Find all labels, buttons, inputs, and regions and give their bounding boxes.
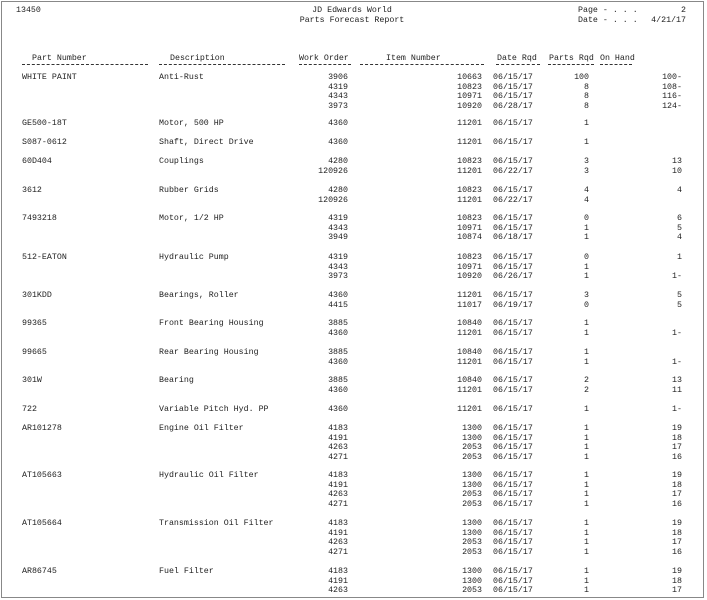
divider: [600, 64, 632, 65]
on-hand-cell: 108-: [662, 82, 682, 92]
divider: [360, 64, 484, 65]
parts-rqd-cell: 8: [584, 101, 589, 111]
work-order-cell: 4183: [328, 567, 348, 576]
description-cell: Variable Pitch Hyd. PP: [159, 405, 269, 414]
work-order-cell: 4271: [328, 547, 348, 557]
parts-rqd-cell: 1: [584, 452, 589, 462]
parts-rqd-cell: 1: [584, 586, 589, 596]
on-hand-cell: 1-: [672, 357, 682, 367]
parts-rqd-cell: 1: [584, 519, 589, 528]
part-number-cell: 7493218: [22, 214, 57, 223]
parts-rqd-cell: 4: [584, 186, 589, 195]
item-number-cell: 10663: [457, 73, 482, 82]
date-rqd-cell: 06/15/17: [493, 253, 533, 262]
report-id: 13450: [16, 6, 41, 15]
parts-rqd-cell: 1: [584, 490, 589, 500]
parts-rqd-cell: 1: [584, 233, 589, 243]
date-rqd-cell: 06/15/17: [493, 576, 533, 586]
on-hand-cell: 6: [677, 214, 682, 223]
date-rqd-cell: 06/15/17: [493, 499, 533, 509]
item-number-cell: 11201: [457, 166, 482, 176]
date-rqd-cell: 06/15/17: [493, 490, 533, 500]
description-cell: Motor, 1/2 HP: [159, 214, 224, 223]
work-order-cell: 4360: [328, 357, 348, 367]
description-cell: Transmission Oil Filter: [159, 519, 274, 528]
on-hand-cell: 19: [672, 424, 682, 433]
date-rqd-cell: 06/26/17: [493, 272, 533, 282]
work-order-cell: 4271: [328, 499, 348, 509]
report-title: Parts Forecast Report: [299, 16, 405, 25]
work-order-cell: 3973: [328, 272, 348, 282]
work-order-cell: 4191: [328, 480, 348, 490]
parts-rqd-cell: 1: [584, 576, 589, 586]
date-rqd-cell: 06/15/17: [493, 376, 533, 385]
date-rqd-cell: 06/15/17: [493, 138, 533, 147]
parts-rqd-cell: 1: [584, 480, 589, 490]
item-number-cell: 10823: [457, 157, 482, 166]
col-item-number: Item Number: [386, 54, 441, 63]
work-order-cell: 4280: [328, 157, 348, 166]
divider: [496, 64, 540, 65]
date-rqd-cell: 06/15/17: [493, 223, 533, 233]
work-order-cell: 4191: [328, 433, 348, 443]
description-cell: Fuel Filter: [159, 567, 214, 576]
work-order-cell: 120926: [318, 195, 348, 205]
parts-rqd-cell: 1: [584, 471, 589, 480]
date-rqd-cell: 06/15/17: [493, 119, 533, 128]
description-cell: Front Bearing Housing: [159, 319, 264, 328]
item-number-cell: 1300: [462, 519, 482, 528]
item-number-cell: 10920: [457, 101, 482, 111]
date-rqd-cell: 06/15/17: [493, 480, 533, 490]
item-number-cell: 10823: [457, 214, 482, 223]
work-order-cell: 4263: [328, 538, 348, 548]
on-hand-cell: 124-: [662, 101, 682, 111]
on-hand-cell: 17: [672, 538, 682, 548]
on-hand-cell: 16: [672, 499, 682, 509]
parts-rqd-cell: 1: [584, 499, 589, 509]
item-number-cell: 10971: [457, 262, 482, 272]
parts-rqd-cell: 3: [584, 166, 589, 176]
parts-rqd-cell: 3: [584, 157, 589, 166]
parts-rqd-cell: 1: [584, 119, 589, 128]
parts-rqd-cell: 1: [584, 538, 589, 548]
date-rqd-cell: 06/15/17: [493, 92, 533, 102]
work-order-cell: 4263: [328, 490, 348, 500]
parts-rqd-cell: 1: [584, 547, 589, 557]
work-order-cell: 3949: [328, 233, 348, 243]
item-number-cell: 2053: [462, 499, 482, 509]
date-rqd-cell: 06/15/17: [493, 214, 533, 223]
date-rqd-cell: 06/15/17: [493, 538, 533, 548]
on-hand-cell: 5: [677, 291, 682, 300]
date-rqd-cell: 06/15/17: [493, 452, 533, 462]
on-hand-cell: 100-: [662, 73, 682, 82]
on-hand-cell: 18: [672, 528, 682, 538]
parts-rqd-cell: 1: [584, 328, 589, 338]
date-rqd-cell: 06/15/17: [493, 385, 533, 395]
on-hand-cell: 1: [677, 253, 682, 262]
item-number-cell: 10874: [457, 233, 482, 243]
date-rqd-cell: 06/15/17: [493, 357, 533, 367]
work-order-cell: 4360: [328, 328, 348, 338]
work-order-cell: 3906: [328, 73, 348, 82]
on-hand-cell: 5: [677, 300, 682, 310]
description-cell: Hydraulic Pump: [159, 253, 229, 262]
work-order-cell: 4343: [328, 262, 348, 272]
date-rqd-cell: 06/22/17: [493, 195, 533, 205]
item-number-cell: 1300: [462, 567, 482, 576]
parts-rqd-cell: 0: [584, 253, 589, 262]
on-hand-cell: 19: [672, 567, 682, 576]
parts-rqd-cell: 4: [584, 195, 589, 205]
item-number-cell: 10840: [457, 376, 482, 385]
work-order-cell: 4415: [328, 300, 348, 310]
item-number-cell: 2053: [462, 538, 482, 548]
part-number-cell: AT105664: [22, 519, 62, 528]
part-number-cell: 722: [22, 405, 37, 414]
date-rqd-cell: 06/15/17: [493, 186, 533, 195]
divider: [22, 64, 148, 65]
description-cell: Shaft, Direct Drive: [159, 138, 254, 147]
item-number-cell: 10840: [457, 348, 482, 357]
item-number-cell: 10823: [457, 253, 482, 262]
work-order-cell: 4360: [328, 138, 348, 147]
on-hand-cell: 1-: [672, 328, 682, 338]
parts-rqd-cell: 1: [584, 319, 589, 328]
parts-rqd-cell: 1: [584, 272, 589, 282]
date-rqd-cell: 06/15/17: [493, 424, 533, 433]
date-rqd-cell: 06/15/17: [493, 405, 533, 414]
page-number: 2: [681, 6, 686, 15]
date-rqd-cell: 06/15/17: [493, 328, 533, 338]
item-number-cell: 2053: [462, 443, 482, 453]
divider: [299, 64, 351, 65]
parts-rqd-cell: 1: [584, 424, 589, 433]
on-hand-cell: 17: [672, 490, 682, 500]
item-number-cell: 11201: [457, 385, 482, 395]
on-hand-cell: 11: [672, 385, 682, 395]
parts-rqd-cell: 1: [584, 443, 589, 453]
description-cell: Rear Bearing Housing: [159, 348, 259, 357]
date-rqd-cell: 06/15/17: [493, 348, 533, 357]
col-work-order: Work Order: [299, 54, 349, 63]
part-number-cell: AR101278: [22, 424, 62, 433]
work-order-cell: 4183: [328, 471, 348, 480]
date-rqd-cell: 06/15/17: [493, 443, 533, 453]
date-rqd-cell: 06/28/17: [493, 101, 533, 111]
on-hand-cell: 16: [672, 547, 682, 557]
parts-rqd-cell: 1: [584, 528, 589, 538]
work-order-cell: 4191: [328, 528, 348, 538]
date-rqd-cell: 06/15/17: [493, 82, 533, 92]
part-number-cell: 99665: [22, 348, 47, 357]
on-hand-cell: 16: [672, 452, 682, 462]
date-rqd-cell: 06/22/17: [493, 166, 533, 176]
work-order-cell: 4271: [328, 452, 348, 462]
work-order-cell: 3885: [328, 348, 348, 357]
item-number-cell: 1300: [462, 433, 482, 443]
part-number-cell: AT105663: [22, 471, 62, 480]
work-order-cell: 4319: [328, 253, 348, 262]
parts-rqd-cell: 1: [584, 433, 589, 443]
on-hand-cell: 18: [672, 433, 682, 443]
description-cell: Motor, 500 HP: [159, 119, 224, 128]
description-cell: Engine Oil Filter: [159, 424, 244, 433]
part-number-cell: GE500-18T: [22, 119, 67, 128]
work-order-cell: 4343: [328, 223, 348, 233]
parts-rqd-cell: 3: [584, 291, 589, 300]
divider: [159, 64, 285, 65]
work-order-cell: 4183: [328, 519, 348, 528]
parts-rqd-cell: 1: [584, 405, 589, 414]
work-order-cell: 4191: [328, 576, 348, 586]
work-order-cell: 4263: [328, 586, 348, 596]
on-hand-cell: 10: [672, 166, 682, 176]
on-hand-cell: 19: [672, 471, 682, 480]
item-number-cell: 10823: [457, 186, 482, 195]
part-number-cell: AR86745: [22, 567, 57, 576]
report-date: 4/21/17: [651, 16, 686, 25]
col-part-number: Part Number: [32, 54, 87, 63]
date-label: Date - . . .: [578, 16, 638, 25]
work-order-cell: 3885: [328, 376, 348, 385]
part-number-cell: 512-EATON: [22, 253, 67, 262]
col-description: Description: [170, 54, 225, 63]
on-hand-cell: 13: [672, 376, 682, 385]
parts-rqd-cell: 1: [584, 348, 589, 357]
work-order-cell: 120926: [318, 166, 348, 176]
description-cell: Bearing: [159, 376, 194, 385]
on-hand-cell: 1-: [672, 405, 682, 414]
date-rqd-cell: 06/15/17: [493, 528, 533, 538]
parts-rqd-cell: 1: [584, 138, 589, 147]
divider: [548, 64, 594, 65]
item-number-cell: 10971: [457, 223, 482, 233]
work-order-cell: 4319: [328, 82, 348, 92]
parts-rqd-cell: 1: [584, 357, 589, 367]
part-number-cell: 301KDD: [22, 291, 52, 300]
parts-rqd-cell: 0: [584, 214, 589, 223]
on-hand-cell: 17: [672, 443, 682, 453]
date-rqd-cell: 06/15/17: [493, 319, 533, 328]
item-number-cell: 1300: [462, 424, 482, 433]
on-hand-cell: 17: [672, 586, 682, 596]
description-cell: Anti-Rust: [159, 73, 204, 82]
col-on-hand: On Hand: [600, 54, 635, 63]
description-cell: Rubber Grids: [159, 186, 219, 195]
item-number-cell: 11201: [457, 405, 482, 414]
parts-rqd-cell: 8: [584, 82, 589, 92]
date-rqd-cell: 06/15/17: [493, 262, 533, 272]
item-number-cell: 10840: [457, 319, 482, 328]
parts-rqd-cell: 1: [584, 223, 589, 233]
on-hand-cell: 4: [677, 233, 682, 243]
company-name: JD Edwards World: [312, 6, 392, 15]
parts-rqd-cell: 8: [584, 92, 589, 102]
item-number-cell: 11201: [457, 119, 482, 128]
date-rqd-cell: 06/15/17: [493, 471, 533, 480]
part-number-cell: 3612: [22, 186, 42, 195]
date-rqd-cell: 06/15/17: [493, 157, 533, 166]
page-label: Page - . . .: [578, 6, 638, 15]
work-order-cell: 3973: [328, 101, 348, 111]
work-order-cell: 4360: [328, 291, 348, 300]
item-number-cell: 2053: [462, 452, 482, 462]
item-number-cell: 1300: [462, 480, 482, 490]
work-order-cell: 4183: [328, 424, 348, 433]
date-rqd-cell: 06/18/17: [493, 233, 533, 243]
part-number-cell: 301W: [22, 376, 42, 385]
parts-rqd-cell: 2: [584, 376, 589, 385]
item-number-cell: 11201: [457, 138, 482, 147]
part-number-cell: S087-0612: [22, 138, 67, 147]
item-number-cell: 1300: [462, 528, 482, 538]
on-hand-cell: 18: [672, 480, 682, 490]
work-order-cell: 4343: [328, 92, 348, 102]
work-order-cell: 3885: [328, 319, 348, 328]
work-order-cell: 4280: [328, 186, 348, 195]
part-number-cell: 99365: [22, 319, 47, 328]
item-number-cell: 1300: [462, 576, 482, 586]
parts-rqd-cell: 0: [584, 300, 589, 310]
date-rqd-cell: 06/15/17: [493, 291, 533, 300]
description-cell: Bearings, Roller: [159, 291, 239, 300]
item-number-cell: 11201: [457, 328, 482, 338]
parts-rqd-cell: 1: [584, 567, 589, 576]
on-hand-cell: 116-: [662, 92, 682, 102]
parts-rqd-cell: 100: [574, 73, 589, 82]
on-hand-cell: 19: [672, 519, 682, 528]
col-parts-rqd: Parts Rqd: [549, 54, 594, 63]
part-number-cell: WHITE PAINT: [22, 73, 77, 82]
item-number-cell: 2053: [462, 547, 482, 557]
on-hand-cell: 1-: [672, 272, 682, 282]
col-date-rqd: Date Rqd: [497, 54, 537, 63]
on-hand-cell: 5: [677, 223, 682, 233]
item-number-cell: 11017: [457, 300, 482, 310]
date-rqd-cell: 06/15/17: [493, 519, 533, 528]
item-number-cell: 11201: [457, 357, 482, 367]
work-order-cell: 4360: [328, 119, 348, 128]
item-number-cell: 10823: [457, 82, 482, 92]
date-rqd-cell: 06/15/17: [493, 567, 533, 576]
on-hand-cell: 18: [672, 576, 682, 586]
date-rqd-cell: 06/19/17: [493, 300, 533, 310]
work-order-cell: 4319: [328, 214, 348, 223]
description-cell: Hydraulic Oil Filter: [159, 471, 259, 480]
item-number-cell: 10920: [457, 272, 482, 282]
parts-rqd-cell: 2: [584, 385, 589, 395]
date-rqd-cell: 06/15/17: [493, 73, 533, 82]
work-order-cell: 4360: [328, 385, 348, 395]
item-number-cell: 11201: [457, 291, 482, 300]
work-order-cell: 4360: [328, 405, 348, 414]
date-rqd-cell: 06/15/17: [493, 547, 533, 557]
item-number-cell: 2053: [462, 490, 482, 500]
parts-rqd-cell: 1: [584, 262, 589, 272]
item-number-cell: 10971: [457, 92, 482, 102]
on-hand-cell: 13: [672, 157, 682, 166]
description-cell: Couplings: [159, 157, 204, 166]
work-order-cell: 4263: [328, 443, 348, 453]
report-page: [1, 1, 704, 598]
date-rqd-cell: 06/15/17: [493, 586, 533, 596]
date-rqd-cell: 06/15/17: [493, 433, 533, 443]
item-number-cell: 11201: [457, 195, 482, 205]
part-number-cell: 60D404: [22, 157, 52, 166]
item-number-cell: 1300: [462, 471, 482, 480]
item-number-cell: 2053: [462, 586, 482, 596]
on-hand-cell: 4: [677, 186, 682, 195]
